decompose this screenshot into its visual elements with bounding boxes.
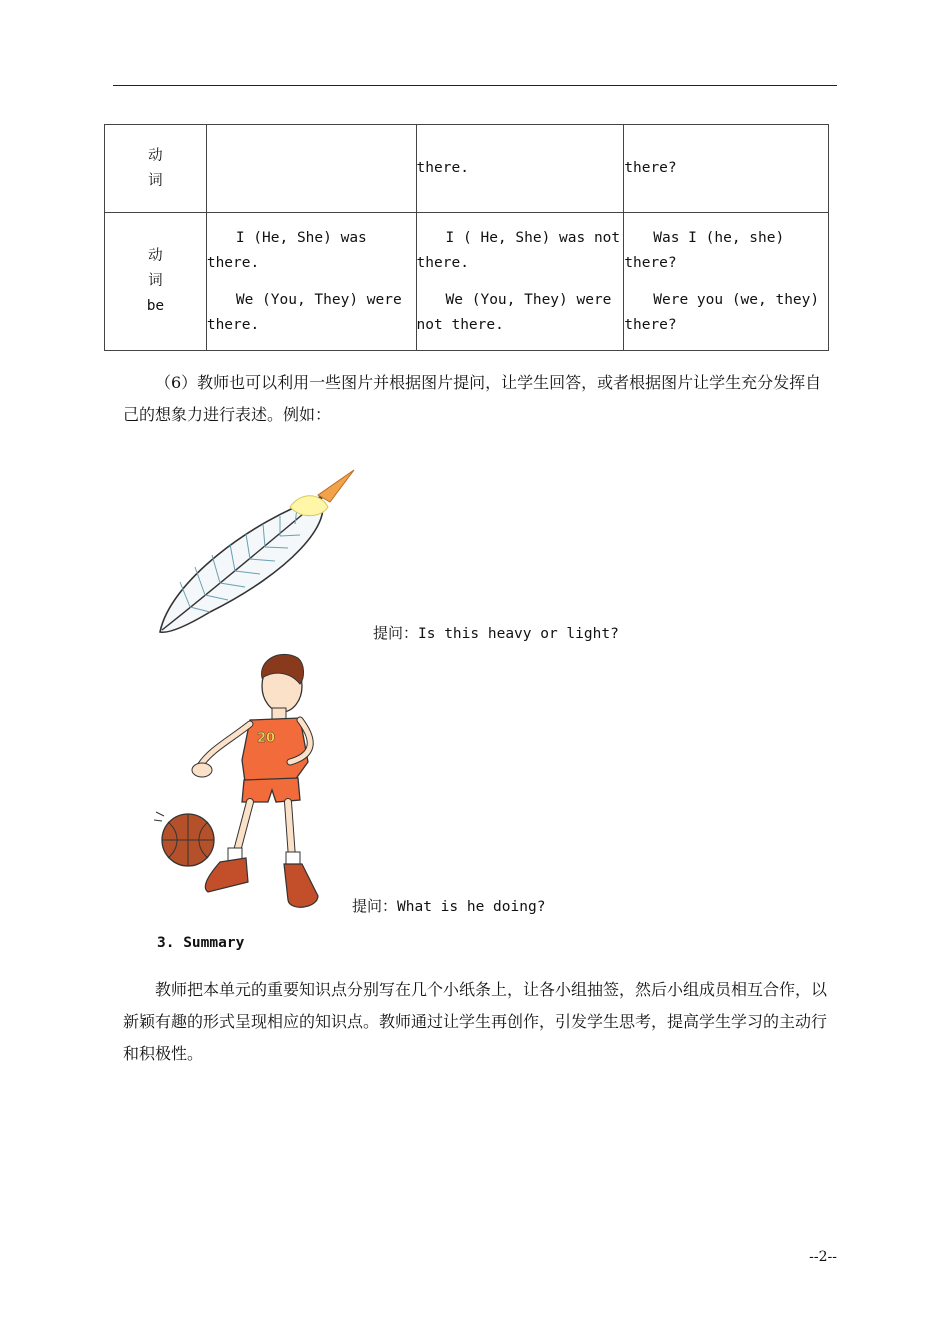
question-1: [373, 622, 619, 643]
cell-line: Were you (we, they) there?: [624, 291, 820, 333]
summary-paragraph: 教师把本单元的重要知识点分别写在几个小纸条上，让各小组抽签，然后小组成员相互合作，以新颖有趣的形式呈现相应的知识点。教师通过让学生再创作，引发学生思考，提高学生学习的主动行和积极性。: [123, 980, 828, 1063]
question-label: 提问：: [373, 624, 419, 642]
affirmative-cell: [206, 125, 416, 213]
grammar-table: [104, 124, 829, 351]
verb-type-cell: [105, 213, 207, 351]
question-cell: there?: [624, 125, 829, 213]
cell-line: Was I (he, she) there?: [624, 229, 785, 271]
cell-line: 动: [148, 248, 163, 264]
question-cell: [624, 213, 829, 351]
cell-line: I ( He, She) was not there.: [416, 229, 621, 271]
question-text: What is he doing?: [397, 899, 546, 915]
basketball-player-image: [150, 650, 330, 915]
cell-line: 动: [148, 147, 163, 164]
table-row: [105, 213, 829, 351]
jersey-number: 20: [257, 731, 276, 746]
header-rule: [113, 85, 837, 86]
table-row: [105, 125, 829, 213]
page-number: --2--: [809, 1249, 837, 1265]
affirmative-cell: [206, 213, 416, 351]
paragraph-6: （6）教师也可以利用一些图片并根据图片提问，让学生回答，或者根据图片让学生充分发挥自己的想象力进行表述。例如：: [123, 373, 822, 424]
feather-image: [150, 462, 360, 642]
cell-line: 词: [148, 273, 163, 289]
question-2: [352, 895, 545, 916]
question-text: Is this heavy or light?: [418, 626, 619, 642]
cell-line: We (You, They) were there.: [206, 291, 402, 333]
question-label: 提问：: [352, 897, 398, 915]
verb-type-cell: [105, 125, 207, 213]
negative-cell: [416, 213, 624, 351]
cell-line: We (You, They) were not there.: [416, 291, 612, 333]
section-heading: 3. Summary: [157, 935, 245, 951]
cell-line: I (He, She) was there.: [206, 229, 367, 271]
negative-cell: there.: [416, 125, 624, 213]
cell-line: be: [146, 298, 165, 314]
cell-line: 词: [148, 172, 163, 189]
